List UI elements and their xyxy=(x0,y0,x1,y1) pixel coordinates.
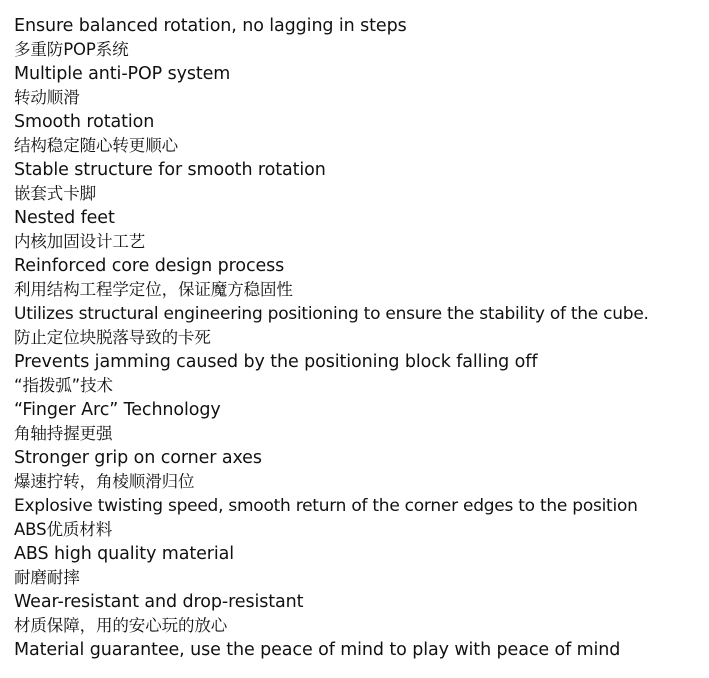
text-line: 嵌套式卡脚 xyxy=(14,184,97,203)
text-line: Stable structure for smooth rotation xyxy=(14,160,326,180)
text-line: 耐磨耐摔 xyxy=(14,568,80,587)
text-line: 多重防POP系统 xyxy=(14,40,129,59)
text-line: ABS优质材料 xyxy=(14,520,113,539)
text-line: 利用结构工程学定位，保证魔方稳固性 xyxy=(14,280,293,299)
text-line: Ensure balanced rotation, no lagging in steps xyxy=(14,16,407,36)
text-line: “Finger Arc” Technology xyxy=(14,400,221,420)
text-line: 转动顺滑 xyxy=(14,88,80,107)
text-line: Stronger grip on corner axes xyxy=(14,448,262,468)
text-line: Utilizes structural engineering positioning to ensure the stability of the cube. xyxy=(14,304,649,324)
text-line: 材质保障，用的安心玩的放心 xyxy=(14,616,228,635)
text-line: 内核加固设计工艺 xyxy=(14,232,146,251)
feature-text-list xyxy=(14,14,709,662)
text-line: Reinforced core design process xyxy=(14,256,285,276)
text-line: 爆速拧转，角棱顺滑归位 xyxy=(14,472,195,491)
text-line: 防止定位块脱落导致的卡死 xyxy=(14,328,211,347)
text-line: 角轴持握更强 xyxy=(14,424,113,443)
text-line: Material guarantee, use the peace of mind to play with peace of mind xyxy=(14,640,621,660)
text-line: Multiple anti-POP system xyxy=(14,64,231,84)
text-line: Nested feet xyxy=(14,208,115,228)
text-line: Prevents jamming caused by the positioning block falling off xyxy=(14,352,538,372)
text-line: “指拨弧”技术 xyxy=(14,376,113,395)
text-line: Explosive twisting speed, smooth return of the corner edges to the position xyxy=(14,496,638,516)
text-line: ABS high quality material xyxy=(14,544,235,564)
text-line: Wear-resistant and drop-resistant xyxy=(14,592,304,612)
text-line: Smooth rotation xyxy=(14,112,155,132)
text-line: 结构稳定随心转更顺心 xyxy=(14,136,179,155)
